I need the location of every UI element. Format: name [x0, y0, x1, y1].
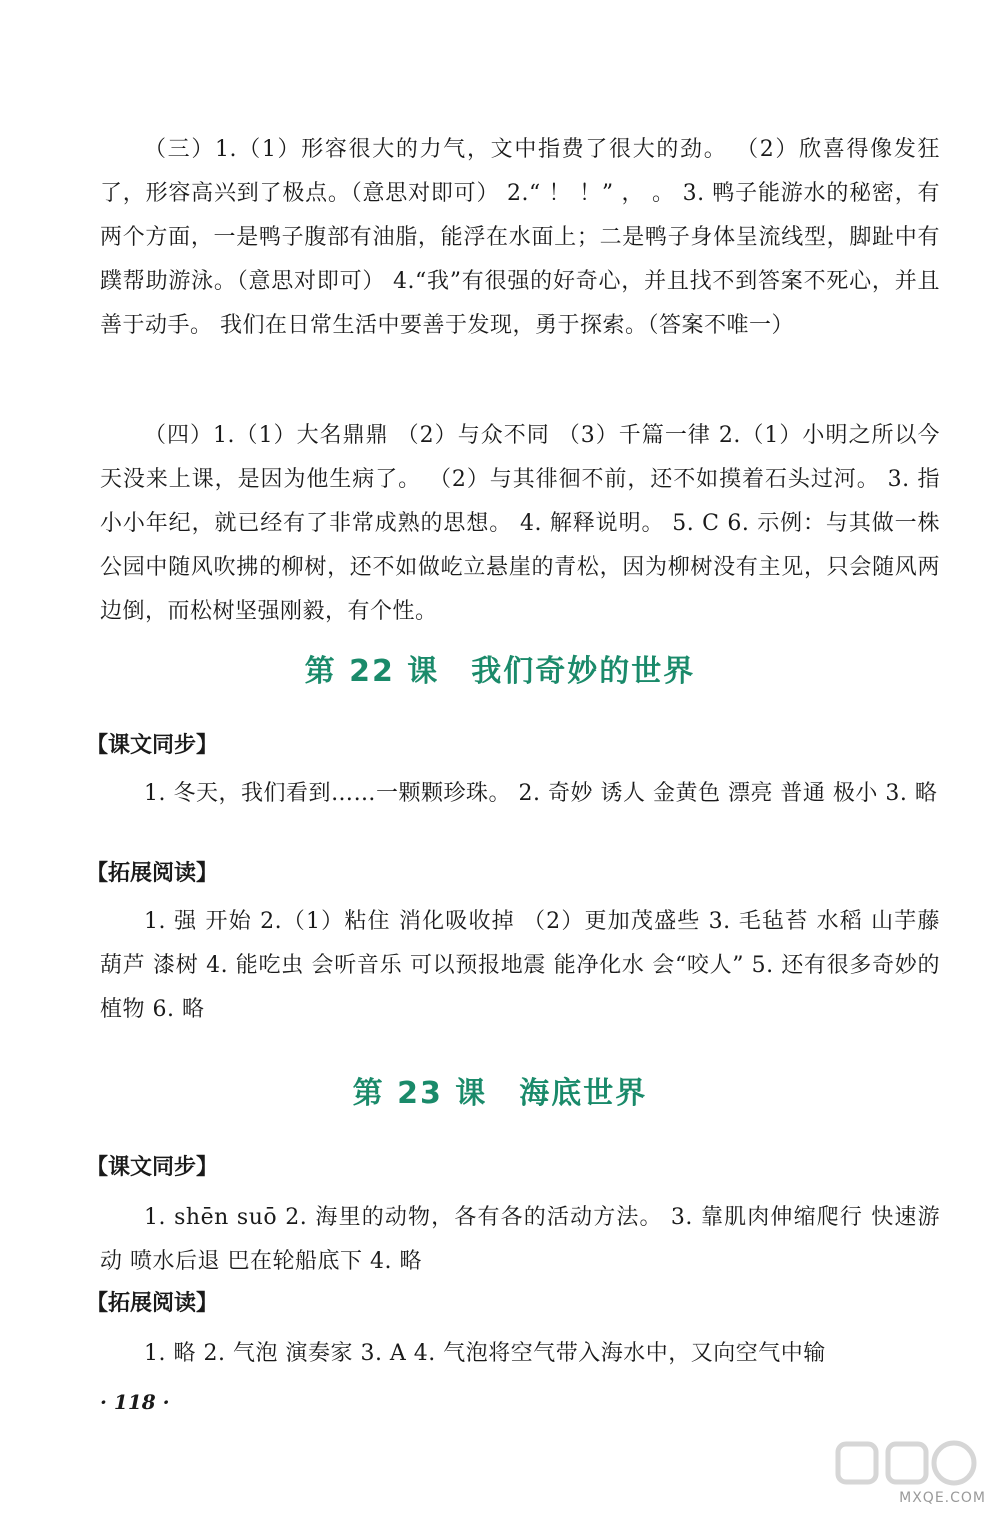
lesson-22-sync-answers: 1. 冬天，我们看到……一颗颗珍珠。 2. 奇妙 诱人 金黄色 漂亮 普通 极小 3. 略 — [144, 781, 938, 806]
lesson-22-title: 第 22 课 我们奇妙的世界 — [304, 654, 696, 689]
answer-section-3: （三）1.（1）形容很大的力气，文中指费了很大的劲。 （2）欣喜得像发狂了，形容高兴到了极点。（意思对即可） 2.“ ！ ！” ， 。 3. 鸭子能游水的秘密，有两个方面，一是鸭子腹部有油脂，能浮在水面上；二是鸭子身体呈流线型，脚趾中有蹼帮助游泳。（意思对即可） 4.“我”有很强的好奇心，并且找不到答案不死心，并且善于动手。 我们在日常生活中要善于发现，勇于探索。（答案不唯一） — [100, 137, 940, 338]
answer-section-4: （四）1.（1）大名鼎鼎 （2）与众不同 （3）千篇一律 2.（1）小明之所以今天没来上课，是因为他生病了。 （2）与其徘徊不前，还不如摸着石头过河。 3. 指小小年纪，就已经有了非常成熟的思想。 4. 解释说明。 5. C 6. 示例：与其做一株公园中随风吹拂的柳树，还不如做屹立悬崖的青松，因为柳树没有主见，只会随风两边倒，而松树坚强刚毅，有个性。 — [100, 423, 940, 624]
lesson-23-sync-heading: 【课文同步】 — [86, 1155, 219, 1180]
lesson-23-title: 第 23 课 海底世界 — [352, 1076, 648, 1111]
lesson-23-reading-heading: 【拓展阅读】 — [86, 1291, 219, 1316]
page-number: · 118 · — [100, 1390, 170, 1414]
lesson-23-sync-answers: 1. shēn suō 2. 海里的动物，各有各的活动方法。 3. 靠肌肉伸缩爬行 快速游动 喷水后退 巴在轮船底下 4. 略 — [100, 1205, 940, 1274]
lesson-22-sync-heading: 【课文同步】 — [86, 733, 219, 758]
lesson-22-reading-heading: 【拓展阅读】 — [86, 861, 219, 886]
lesson-22-reading-answers: 1. 强 开始 2.（1）粘住 消化吸收掉 （2）更加茂盛些 3. 毛毡苔 水稻 山芋藤 葫芦 漆树 4. 能吃虫 会听音乐 可以预报地震 能净化水 会“咬人” 5. 还有很多奇妙的植物 6. 略 — [100, 909, 940, 1022]
lesson-23-reading-answers: 1. 略 2. 气泡 演奏家 3. A 4. 气泡将空气带入海水中，又向空气中输 — [144, 1341, 826, 1366]
watermark-text: MXQE.COM — [899, 1490, 986, 1506]
